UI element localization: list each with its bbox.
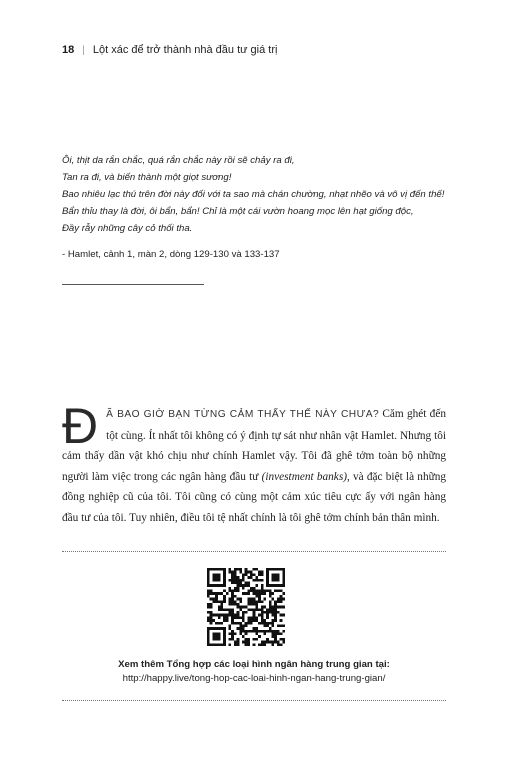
epigraph-divider (62, 284, 204, 285)
epigraph-line: Tan ra đi, và biến thành một giọt sương! (62, 172, 232, 183)
epigraph-line: Đầy rẫy những cây cỏ thối tha. (62, 223, 193, 234)
paragraph-text-continued: , và đặc biệt là những đồng nghiệp cũ của tôi. Tôi cũng có cùng một cảm xúc tiêu cực ấy với ngân hàng đầu tư của tôi. Tuy nhiên, điều tôi tệ nhất chính là tôi ghê tởm chính bản thân mình. (62, 470, 447, 524)
page-header (62, 44, 277, 56)
emphasis-text: (investment banks) (261, 470, 347, 483)
paragraph-text: Căm ghét đến tột cùng. Ít nhất tôi không có ý định tự sát như nhân vật Hamlet. Nhưng tôi cảm thấy dần vật khó chịu như chính Hamlet vậy. Tôi đã ghê tởm toàn bộ những người làm việc trong các ngân hàng đầu tư (62, 408, 446, 483)
epigraph-source: - Hamlet, cảnh 1, màn 2, dòng 129-130 và 133-137 (62, 249, 280, 260)
drop-cap: Đ (62, 398, 99, 454)
running-title: Lột xác để trở thành nhà đầu tư giá trị (92, 44, 278, 56)
epigraph-line: Bẩn thỉu thay là đời, ôi bẩn, bẩn! Chỉ là một cái vườn hoang mọc lên hạt giống độc, (62, 206, 414, 217)
epigraph-line: Ôi, thịt da rắn chắc, quá rắn chắc này rồi sẽ chảy ra đi, (62, 155, 295, 166)
page-number: 18 (62, 44, 75, 56)
dotted-divider-top (62, 551, 446, 552)
dotted-divider-bottom (62, 700, 446, 701)
qr-caption-title: Xem thêm Tổng hợp các loại hình ngân hàng trung gian tại: (118, 659, 390, 670)
chapter-opening-paragraph (62, 398, 447, 528)
header-separator: | (82, 44, 85, 56)
qr-code-icon[interactable] (207, 568, 285, 646)
epigraph (62, 152, 462, 263)
lead-in-caps: Ã BAO GIỜ BẠN TỪNG CẢM THẤY THẾ NÀY CHƯA? (106, 409, 380, 420)
epigraph-line: Bao nhiêu lạc thú trên đời này đối với ta sao mà chán chường, nhạt nhẽo và vô vị đến thế! (62, 189, 445, 200)
qr-link-url[interactable]: http://happy.live/tong-hop-cac-loai-hinh-ngan-hang-trung-gian/ (122, 673, 386, 684)
